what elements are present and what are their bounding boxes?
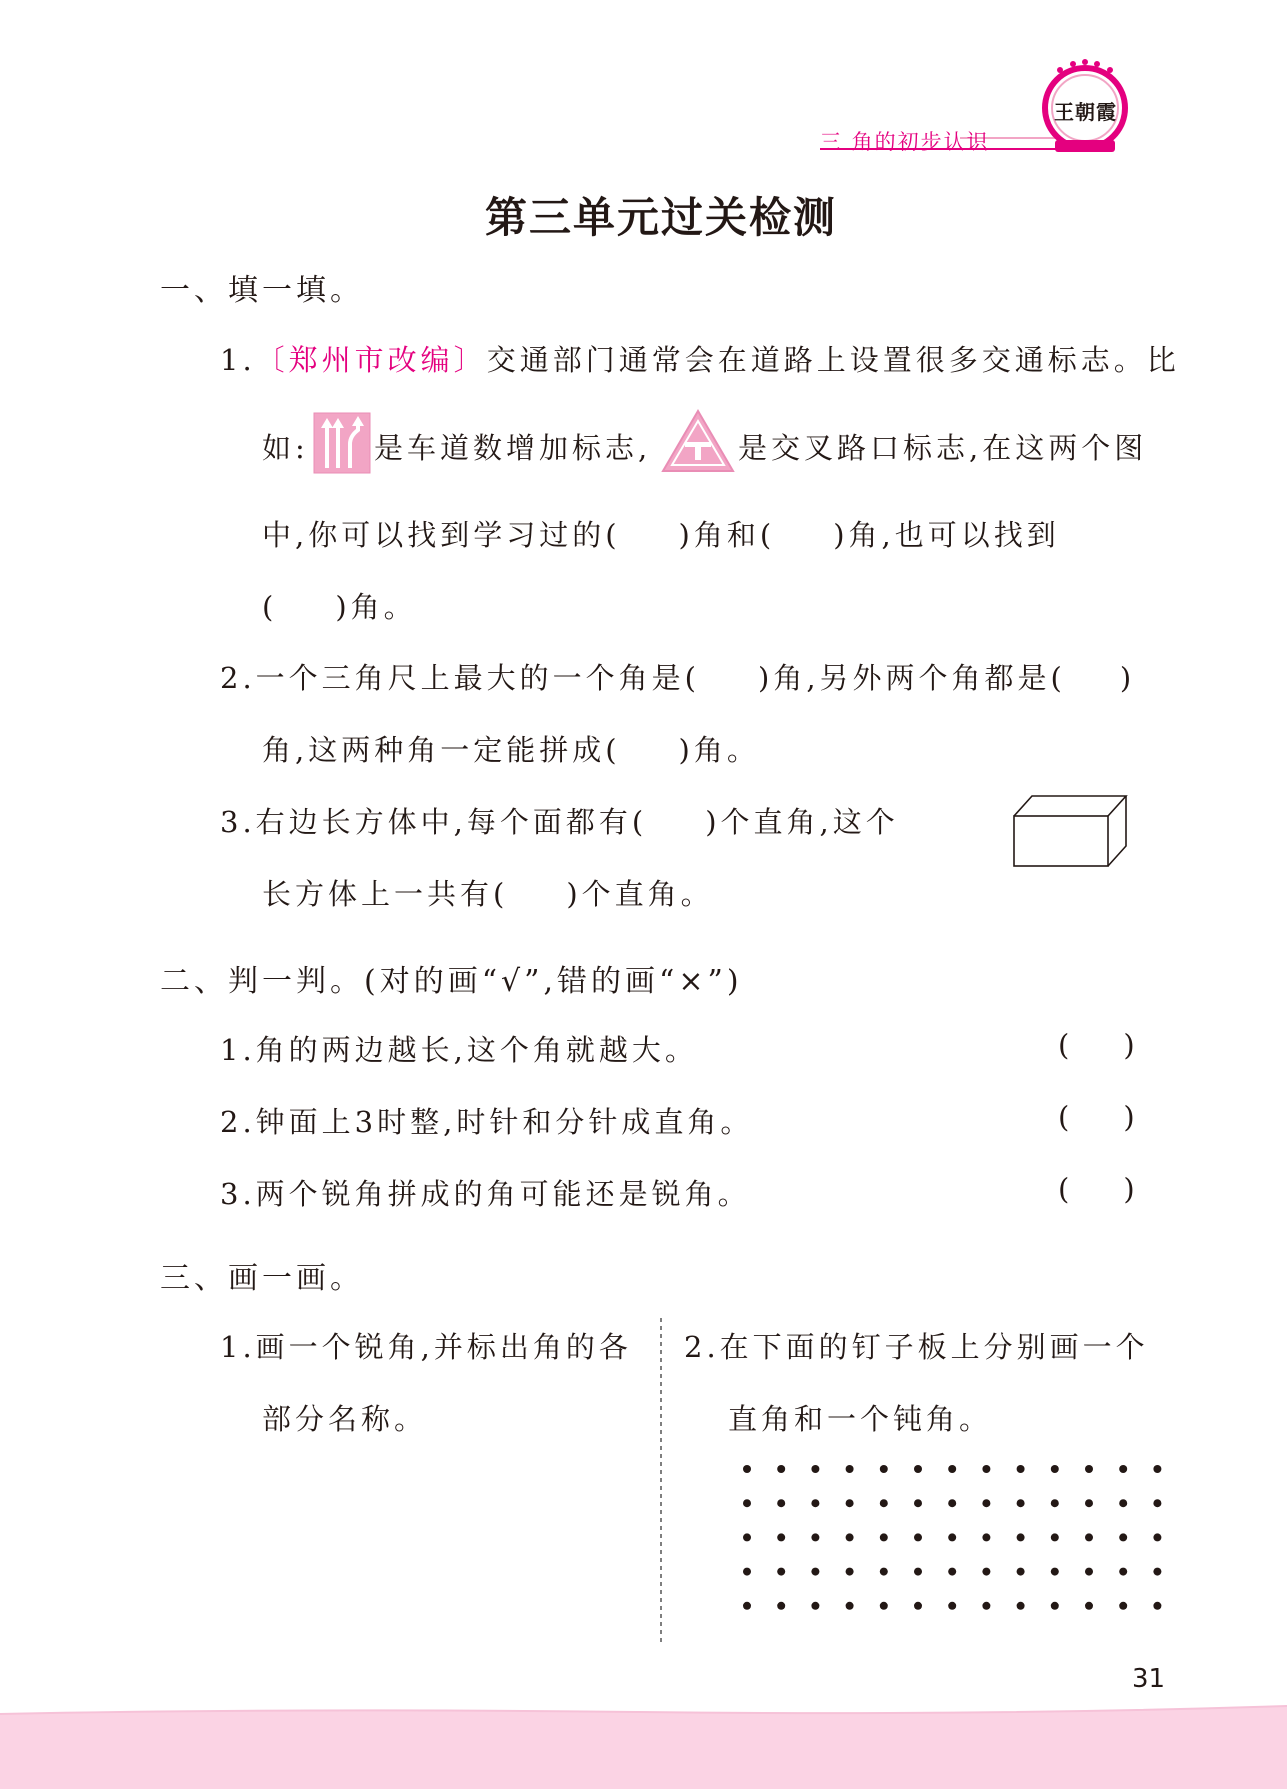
- peg-dot[interactable]: [948, 1533, 956, 1541]
- text-segment: 一个三角尺上最大的一个角是(: [255, 661, 700, 695]
- question-1-1-line2-b: 是车道数增加标志,: [374, 431, 652, 465]
- peg-dot[interactable]: [914, 1499, 922, 1507]
- question-source: 〔郑州市改编〕: [255, 343, 487, 377]
- peg-dot[interactable]: [1153, 1533, 1161, 1541]
- peg-dot[interactable]: [982, 1465, 990, 1473]
- cuboid-figure: [1012, 792, 1128, 868]
- text-segment: 画一个锐角,并标出角的各: [255, 1330, 632, 1364]
- drawing-area-left[interactable]: [220, 1450, 640, 1640]
- intersection-sign-icon: [660, 408, 736, 474]
- section-1-heading: 一、填一填。: [160, 273, 364, 308]
- text-segment: )个直角。: [566, 877, 714, 911]
- peg-dot[interactable]: [1153, 1465, 1161, 1473]
- peg-dot[interactable]: [1119, 1568, 1127, 1576]
- peg-dot[interactable]: [1153, 1602, 1161, 1610]
- page-number: 31: [1132, 1664, 1166, 1694]
- peg-dot[interactable]: [1119, 1602, 1127, 1610]
- text-segment: 右边长方体中,每个面都有(: [255, 805, 648, 839]
- peg-dot[interactable]: [811, 1533, 819, 1541]
- peg-dot[interactable]: [1085, 1568, 1093, 1576]
- peg-dot[interactable]: [1051, 1602, 1059, 1610]
- question-number: 1.: [220, 1033, 256, 1067]
- brand-badge: [1040, 58, 1130, 158]
- question-1-3: [220, 800, 899, 841]
- peg-dot[interactable]: [880, 1533, 888, 1541]
- peg-dot[interactable]: [777, 1568, 785, 1576]
- paren-close: ): [1123, 1100, 1139, 1134]
- text-segment: ): [1119, 661, 1136, 695]
- peg-dot[interactable]: [880, 1465, 888, 1473]
- question-number: 3.: [220, 805, 256, 839]
- question-1-1-line3: [262, 513, 1060, 554]
- peg-dot[interactable]: [1017, 1465, 1025, 1473]
- peg-dot[interactable]: [1017, 1499, 1025, 1507]
- text-segment: 在下面的钉子板上分别画一个: [719, 1330, 1149, 1364]
- text-segment: (: [262, 590, 278, 624]
- paren-close: ): [1123, 1172, 1139, 1206]
- peg-dot[interactable]: [1017, 1602, 1025, 1610]
- judge-item-3: [220, 1172, 751, 1213]
- question-text: 交通部门通常会在道路上设置很多交通标志。比: [486, 343, 1180, 377]
- question-1-3-line2: [262, 872, 714, 913]
- peg-dot[interactable]: [982, 1533, 990, 1541]
- statement-text: 角的两边越长,这个角就越大。: [255, 1033, 698, 1067]
- question-number: 2.: [684, 1330, 720, 1364]
- peg-dot[interactable]: [846, 1602, 854, 1610]
- peg-dot[interactable]: [1017, 1533, 1025, 1541]
- text-segment: 角,这两种角一定能拼成(: [262, 733, 621, 767]
- peg-dot[interactable]: [948, 1568, 956, 1576]
- paren-open: (: [1058, 1028, 1074, 1062]
- peg-dot[interactable]: [743, 1499, 751, 1507]
- answer-parentheses[interactable]: [1058, 1100, 1139, 1134]
- peg-dot[interactable]: [811, 1602, 819, 1610]
- section-2-heading: 二、判一判。(对的画“√”,错的画“×”): [160, 964, 743, 999]
- peg-dot[interactable]: [1085, 1465, 1093, 1473]
- draw-question-2-line2: 直角和一个钝角。: [728, 1402, 993, 1436]
- peg-dot[interactable]: [743, 1602, 751, 1610]
- question-number: 3.: [220, 1177, 256, 1211]
- text-segment: )角,另外两个角都是(: [758, 661, 1066, 695]
- question-number: 2.: [220, 661, 256, 695]
- peg-dot[interactable]: [880, 1602, 888, 1610]
- peg-dot[interactable]: [914, 1533, 922, 1541]
- peg-dot[interactable]: [846, 1499, 854, 1507]
- peg-dot[interactable]: [914, 1465, 922, 1473]
- lane-increase-sign-icon: [313, 412, 371, 474]
- peg-dot[interactable]: [777, 1465, 785, 1473]
- peg-dot[interactable]: [811, 1465, 819, 1473]
- question-number: 2.: [220, 1105, 256, 1139]
- peg-dot[interactable]: [948, 1602, 956, 1610]
- peg-dot[interactable]: [948, 1499, 956, 1507]
- question-number: 1.: [220, 343, 256, 377]
- page-title: 第三单元过关检测: [485, 193, 838, 242]
- peg-dot[interactable]: [811, 1568, 819, 1576]
- peg-dot[interactable]: [743, 1465, 751, 1473]
- question-number: 1.: [220, 1330, 256, 1364]
- peg-dot[interactable]: [982, 1568, 990, 1576]
- peg-dot[interactable]: [1051, 1533, 1059, 1541]
- peg-dot[interactable]: [846, 1568, 854, 1576]
- peg-dot[interactable]: [914, 1568, 922, 1576]
- peg-dot[interactable]: [1119, 1533, 1127, 1541]
- unit-label: 三 角的初步认识: [820, 130, 990, 154]
- dashed-divider: [659, 1318, 663, 1646]
- question-1-1-line4: [262, 585, 417, 626]
- peg-dot[interactable]: [1051, 1499, 1059, 1507]
- peg-dot[interactable]: [846, 1533, 854, 1541]
- peg-dot[interactable]: [880, 1499, 888, 1507]
- peg-dot[interactable]: [777, 1499, 785, 1507]
- answer-parentheses[interactable]: [1058, 1172, 1139, 1206]
- question-1-2-line2: [262, 728, 760, 769]
- peg-dot[interactable]: [1085, 1499, 1093, 1507]
- peg-dot[interactable]: [1153, 1568, 1161, 1576]
- paren-open: (: [1058, 1172, 1074, 1206]
- peg-dot[interactable]: [777, 1602, 785, 1610]
- peg-dot[interactable]: [1051, 1465, 1059, 1473]
- peg-dot[interactable]: [1051, 1568, 1059, 1576]
- peg-dot[interactable]: [1017, 1568, 1025, 1576]
- peg-dot[interactable]: [743, 1533, 751, 1541]
- section-3-heading: 三、画一画。: [160, 1261, 364, 1296]
- text-segment: )角和(: [678, 518, 776, 552]
- badge-name: 王朝霞: [1054, 100, 1117, 124]
- question-1-1-line2-c: 是交叉路口标志,在这两个图: [738, 431, 1148, 465]
- peg-dot[interactable]: [1085, 1602, 1093, 1610]
- peg-dot[interactable]: [1119, 1465, 1127, 1473]
- peg-dot[interactable]: [777, 1533, 785, 1541]
- text-segment: )角,也可以找到: [833, 518, 1060, 552]
- paren-close: ): [1123, 1028, 1139, 1062]
- pegboard-grid[interactable]: [740, 1462, 1164, 1616]
- text-segment: 中,你可以找到学习过的(: [262, 518, 621, 552]
- paren-open: (: [1058, 1100, 1074, 1134]
- peg-dot[interactable]: [811, 1499, 819, 1507]
- peg-dot[interactable]: [1085, 1533, 1093, 1541]
- peg-dot[interactable]: [1119, 1499, 1127, 1507]
- statement-text: 钟面上3时整,时针和分针成直角。: [255, 1105, 754, 1139]
- statement-text: 两个锐角拼成的角可能还是锐角。: [255, 1177, 751, 1211]
- question-1-2: [220, 656, 1135, 697]
- question-1-1: [220, 338, 1180, 379]
- draw-question-2: [684, 1325, 1149, 1366]
- peg-dot[interactable]: [982, 1602, 990, 1610]
- footer-band: [0, 1700, 1287, 1789]
- peg-dot[interactable]: [948, 1465, 956, 1473]
- question-1-1-line2-a: 如:: [262, 431, 309, 465]
- text-segment: )个直角,这个: [705, 805, 899, 839]
- peg-dot[interactable]: [880, 1568, 888, 1576]
- peg-dot[interactable]: [1153, 1499, 1161, 1507]
- draw-question-1-line2: 部分名称。: [262, 1402, 428, 1436]
- judge-item-1: [220, 1028, 698, 1069]
- peg-dot[interactable]: [743, 1568, 751, 1576]
- text-segment: 长方体上一共有(: [262, 877, 509, 911]
- judge-item-2: [220, 1100, 753, 1141]
- text-segment: )角。: [678, 733, 760, 767]
- text-segment: )角。: [335, 590, 417, 624]
- answer-parentheses[interactable]: [1058, 1028, 1139, 1062]
- peg-dot[interactable]: [846, 1465, 854, 1473]
- draw-question-1: [220, 1325, 632, 1366]
- peg-dot[interactable]: [914, 1602, 922, 1610]
- peg-dot[interactable]: [982, 1499, 990, 1507]
